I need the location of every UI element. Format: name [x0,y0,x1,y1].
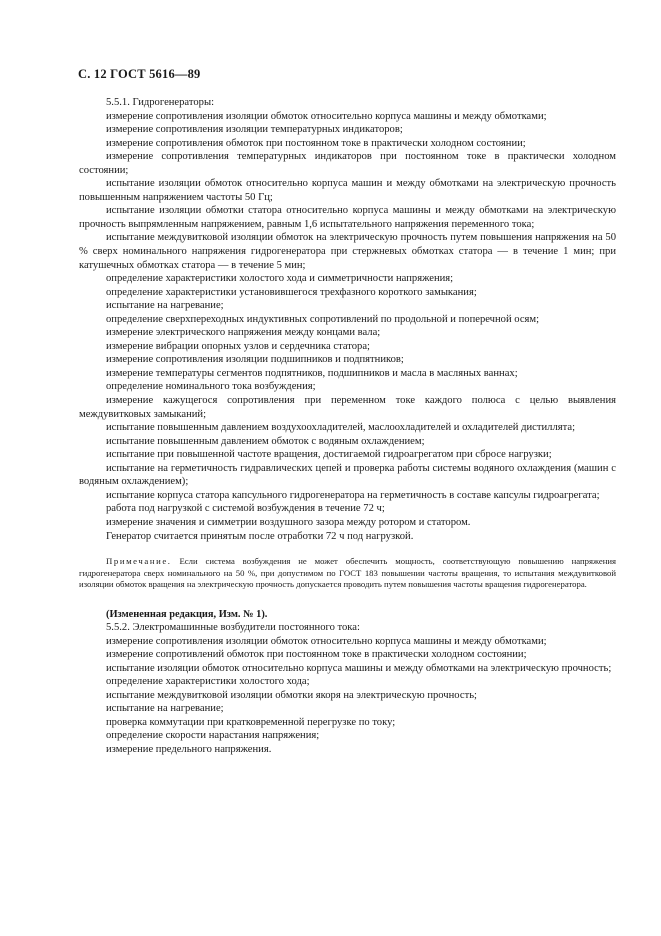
list-item: измерение сопротивления изоляции обмоток относительно корпуса машины и между обмотками; [106,635,547,647]
list-item: измерение кажущегося сопротивления при переменном токе каждого полюса с целью выявления междувитковых замыканий; [79,395,616,420]
amendment-note: (Измененная редакция, Изм. № 1). [106,608,268,620]
list-item: измерение сопротивления изоляции обмоток относительно корпуса машины и между обмотками; [106,110,547,122]
list-item: измерение сопротивления обмоток при постоянном токе в практически холодном состоянии; [106,137,526,149]
list-item: измерение сопротивления изоляции температурных индикаторов; [106,124,403,136]
list-item: измерение значения и симметрии воздушного зазора между ротором и статором. [106,516,471,528]
section-heading: 5.5.2. Электромашинные возбудители постоянного тока: [106,622,360,634]
list-item: испытание на нагревание; [106,703,224,715]
list-item: испытание корпуса статора капсульного гидрогенератора на герметичность в составе капсулы гидроагрегата; [106,489,600,501]
list-item: испытание междувитковой изоляции обмотки якоря на электрическую прочность; [106,689,477,701]
list-item: определение характеристики холостого хода; [106,676,310,688]
list-item: Генератор считается принятым после отработки 72 ч под нагрузкой. [106,530,414,542]
list-item: испытание на нагревание; [106,300,224,312]
list-item: измерение вибрации опорных узлов и сердечника статора; [106,340,370,352]
section-heading: 5.5.1. Гидрогенераторы: [106,97,215,108]
note-paragraph [79,556,616,591]
list-item: измерение сопротивления температурных индикаторов при постоянном токе в практически холодном состоянии; [79,151,616,176]
list-item: проверка коммутации при кратковременной перегрузке по току; [106,716,396,728]
list-item: испытание повышенным давлением обмоток с водяным охлаждением; [106,435,425,447]
list-item: испытание изоляции обмотки статора относительно корпуса машины и между обмотками на электрическую прочность выпрямленным напряжением, равным 1,6 испытательного напряжения переменного тока; [79,205,616,230]
list-item: определение характеристики холостого хода и симметричности напряжения; [106,273,454,285]
list-item: определение сверхпереходных индуктивных сопротивлений по продольной и поперечной осям; [106,313,540,325]
list-item: измерение сопротивлений обмоток при постоянном токе в практически холодном состоянии; [106,649,527,661]
list-item: измерение температуры сегментов подпятников, подшипников и масла в масляных ваннах; [106,367,518,379]
list-item: испытание при повышенной частоте вращения, достигаемой гидроагрегатом при сбросе нагрузки; [106,449,552,461]
page-header: С. 12 ГОСТ 5616—89 [78,67,201,81]
list-item: испытание междувитковой изоляции обмоток на электрическую прочность путем повышения напряжения на 50 % сверх номинального напряжения гидрогенератора при стержневых обмотках статора — в течение 1 мин; при катушечных обмотках статора — в течение 5 мин; [79,232,616,271]
note-text: Если система возбуждения не может обеспечить мощность, соответствующую повышению напряжения гидрогенератора сверх номинального на 50 %, при допустимом по ГОСТ 183 повышении частоты вращения, то испытания междувитковой изоляции обмоток вращения на электрическую прочность допускается проводить путем повышения частоты вращения гидрогенератора. [79,556,616,590]
section-5-5-2 [79,621,616,756]
list-item: измерение сопротивления изоляции подшипников и подпятников; [106,354,404,366]
page-content [79,96,616,757]
list-item: измерение предельного напряжения. [106,744,272,756]
list-item: испытание на герметичность гидравлических цепей и проверка работы системы водяного охлаждения (машин с водяным охлаждением); [79,462,616,488]
list-item: испытание повышенным давлением воздухоохладителей, маслоохладителей и охладителей дистиллята; [106,422,576,434]
list-item: определение характеристики установившегося трехфазного короткого замыкания; [106,286,477,298]
list-item: испытание изоляции обмоток относительно корпуса машин и между обмотками на электрическую прочность повышенным напряжением частоты 50 Гц; [79,178,616,203]
list-item: определение скорости нарастания напряжения; [106,730,320,742]
list-item: работа под нагрузкой с системой возбуждения в течение 72 ч; [106,503,385,515]
section-5-5-1 [79,96,616,543]
list-item: испытание изоляции обмоток относительно корпуса машины и между обмотками на электрическую прочность; [106,662,612,674]
note-label: Примечание. [106,556,172,567]
list-item: определение номинального тока возбуждения; [106,381,316,393]
list-item: измерение электрического напряжения между концами вала; [106,327,381,339]
